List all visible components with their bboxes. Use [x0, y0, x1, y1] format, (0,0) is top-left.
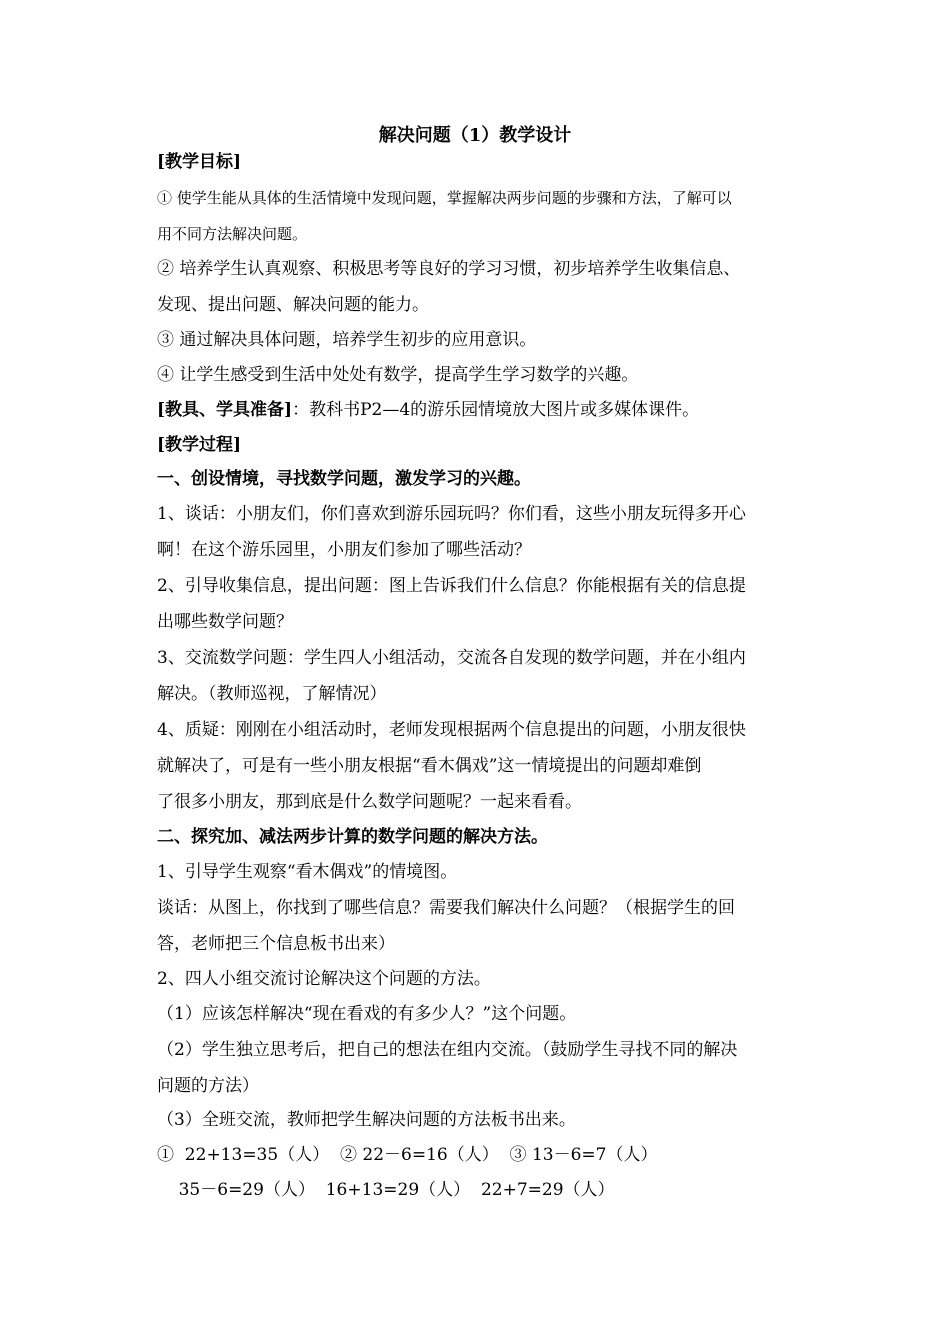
objective-3: ③ 通过解决具体问题，培养学生初步的应用意识。 [157, 330, 537, 350]
paragraph-line: （2）学生独立思考后，把自己的想法在组内交流。（鼓励学生寻找不同的解决 [157, 1040, 738, 1060]
part-1-heading: 一、创设情境，寻找数学问题，激发学习的兴趣。 [157, 469, 531, 489]
section-heading-objectives: [教学目标] [157, 152, 242, 172]
equation-row-2: 35－6=29（人） 16+13=29（人） 22+7=29（人） [157, 1180, 615, 1200]
materials-label: [教具、学具准备] [157, 400, 293, 420]
page-title: 解决问题（1）教学设计 [378, 125, 572, 146]
paragraph-line: 解决。（教师巡视，了解情况） [157, 684, 387, 704]
part-2-heading: 二、探究加、减法两步计算的数学问题的解决方法。 [157, 827, 548, 847]
paragraph-line: 出哪些数学问题？ [157, 612, 293, 632]
objective-4: ④ 让学生感受到生活中处处有数学，提高学生学习数学的兴趣。 [157, 365, 639, 385]
paragraph-line: 3、交流数学问题：学生四人小组活动，交流各自发现的数学问题，并在小组内 [157, 648, 746, 668]
paragraph-line: 1、谈话：小朋友们，你们喜欢到游乐园玩吗？你们看，这些小朋友玩得多开心 [157, 504, 746, 524]
paragraph-line: 就解决了，可是有一些小朋友根据“看木偶戏”这一情境提出的问题却难倒 [157, 756, 702, 776]
paragraph-line: 问题的方法） [157, 1076, 259, 1096]
materials-line [157, 398, 807, 422]
paragraph-line: （3）全班交流，教师把学生解决问题的方法板书出来。 [157, 1110, 576, 1130]
objective-2-line-2: 发现、提出问题、解决问题的能力。 [157, 295, 429, 315]
objective-2-line-1: ② 培养学生认真观察、积极思考等良好的学习习惯，初步培养学生收集信息、 [157, 259, 741, 279]
paragraph-line: 4、质疑：刚刚在小组活动时，老师发现根据两个信息提出的问题，小朋友很快 [157, 720, 746, 740]
paragraph-line: 答，老师把三个信息板书出来） [157, 934, 395, 954]
paragraph-line: 谈话：从图上，你找到了哪些信息？需要我们解决什么问题？（根据学生的回 [157, 898, 735, 918]
objective-1-line-1: ① 使学生能从具体的生活情境中发现问题，掌握解决两步问题的步骤和方法，了解可以 [157, 189, 732, 207]
paragraph-line: （1）应该怎样解决“现在看戏的有多少人？”这个问题。 [157, 1004, 577, 1024]
paragraph-line: 啊！在这个游乐园里，小朋友们参加了哪些活动？ [157, 540, 531, 560]
objective-1-line-2: 用不同方法解决问题。 [157, 225, 308, 243]
paragraph-line: 2、引导收集信息，提出问题：图上告诉我们什么信息？你能根据有关的信息提 [157, 576, 746, 596]
section-heading-process: [教学过程] [157, 435, 242, 455]
materials-text: ：教科书P2—4的游乐园情境放大图片或多媒体课件。 [292, 400, 700, 420]
paragraph-line: 1、引导学生观察“看木偶戏”的情境图。 [157, 862, 458, 882]
paragraph-line: 了很多小朋友，那到底是什么数学问题呢？一起来看看。 [157, 792, 582, 812]
paragraph-line: 2、四人小组交流讨论解决这个问题的方法。 [157, 969, 491, 989]
equation-row-1: ① 22+13=35（人） ② 22－6=16（人） ③ 13－6=7（人） [157, 1145, 658, 1165]
